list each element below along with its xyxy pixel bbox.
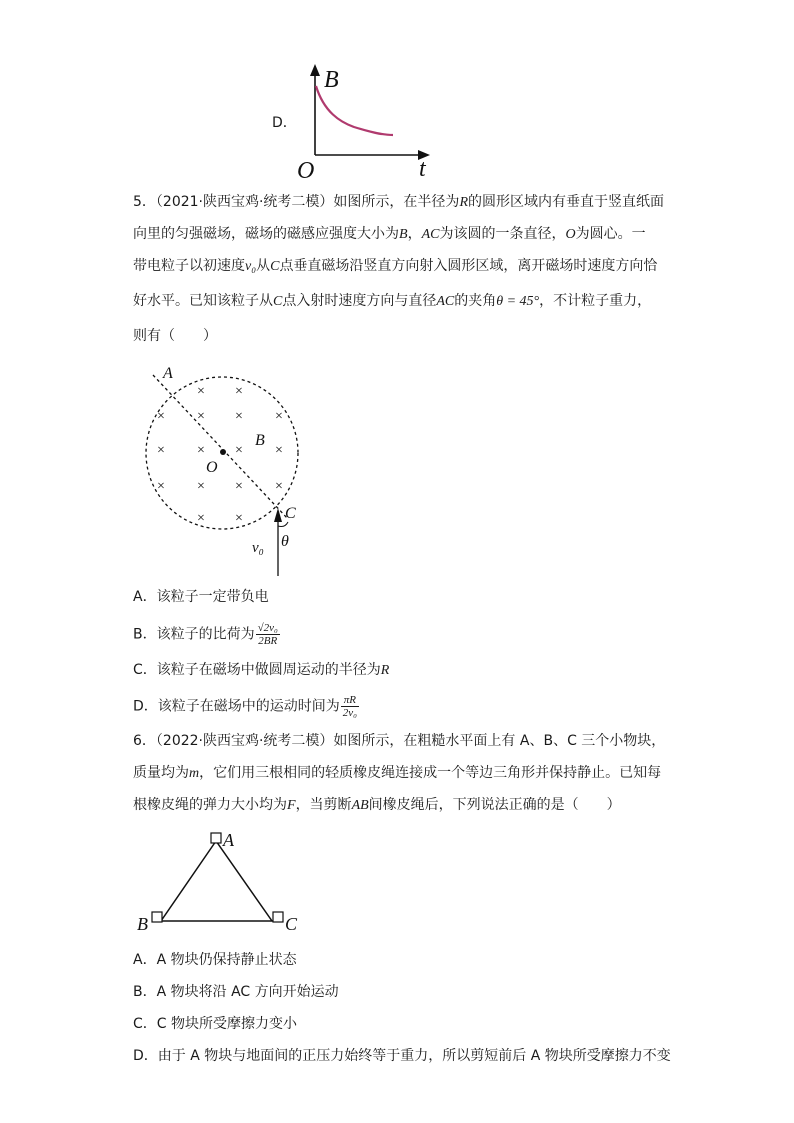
- q5-line-5: 则有（ ）: [133, 328, 217, 344]
- block-c: [273, 912, 283, 922]
- q5-line-2: 向里的匀强磁场，磁场的磁感应强度大小为B，AC为该圆的一条直径，O为圆心。一: [133, 226, 646, 242]
- cross-mark: ×: [157, 409, 165, 424]
- q5-line-4: 好水平。已知该粒子从C点入射时速度方向与直径AC的夹角θ = 45°，不计粒子重力，: [133, 293, 652, 309]
- cross-mark: ×: [157, 479, 165, 494]
- q5-line-3: 带电粒子以初速度v₀从C点垂直磁场沿竖直方向射入圆形区域，离开磁场时速度方向恰: [133, 258, 658, 274]
- q6-option-a: A．A 物块仍保持静止状态: [133, 952, 297, 968]
- q6-option-d: D．由于 A 物块与地面间的正压力始终等于重力，所以剪短前后 A 物块所受摩擦力不变: [133, 1048, 671, 1064]
- q5-option-b: B．该粒子的比荷为 $\frac{\text{√2v₀}}{2BR}$: [133, 622, 278, 647]
- q6-line-2: 质量均为m，它们用三根相同的轻质橡皮绳连接成一个等边三角形并保持静止。已知每: [133, 765, 662, 781]
- block-b: [152, 912, 162, 922]
- q5-option-a: A．该粒子一定带负电: [133, 589, 269, 605]
- q6-line-1: 6．（2022·陕西宝鸡·统考二模）如图所示，在粗糙水平面上有 A、B、C 三个小物块，: [133, 733, 666, 749]
- b-decay-curve: [316, 86, 393, 135]
- label-a: A: [163, 365, 173, 382]
- q6-triangle-figure: [135, 826, 305, 936]
- cross-mark: ×: [197, 479, 205, 494]
- label-b: B: [137, 914, 148, 934]
- cross-mark: ×: [197, 384, 205, 399]
- label-a: A: [223, 830, 234, 850]
- cross-mark: ×: [197, 409, 205, 424]
- q5-field-figure: [145, 362, 315, 580]
- q5-line-1: 5．（2021·陕西宝鸡·统考二模）如图所示，在半径为R的圆形区域内有垂直于竖直纸面: [133, 194, 664, 210]
- label-o: O: [206, 459, 218, 476]
- graph-origin-label: O: [297, 158, 315, 184]
- graph-y-label: B: [324, 67, 339, 93]
- center-dot: [220, 449, 226, 455]
- cross-mark: ×: [275, 443, 283, 458]
- cross-mark: ×: [275, 409, 283, 424]
- cross-mark: ×: [157, 443, 165, 458]
- theta-arc: [278, 522, 288, 527]
- cross-mark: ×: [235, 443, 243, 458]
- label-c: C: [285, 914, 298, 934]
- cross-mark: ×: [197, 443, 205, 458]
- b-t-graph: [292, 60, 442, 185]
- cross-mark: ×: [275, 479, 283, 494]
- cross-mark: ×: [235, 511, 243, 526]
- label-v0: v₀: [252, 540, 264, 556]
- q5-option-d: D．该粒子在磁场中的运动时间为 $\frac{\pi R}{\text{2v₀}}$: [133, 694, 357, 719]
- cross-mark: ×: [235, 384, 243, 399]
- triangle-abc: [161, 841, 272, 921]
- option-d-label: D．: [272, 115, 297, 131]
- graph-x-label: t: [419, 156, 426, 182]
- q5-option-b-fraction: $\frac{\text{√2v₀}}{2BR}$: [257, 622, 278, 647]
- q6-line-3: 根橡皮绳的弹力大小均为F，当剪断AB间橡皮绳后，下列说法正确的是（ ）: [133, 797, 621, 813]
- label-c: C: [285, 505, 296, 522]
- q5-option-c: C．该粒子在磁场中做圆周运动的半径为R: [133, 662, 390, 678]
- q5-option-d-fraction: $\frac{\pi R}{\text{2v₀}}$: [342, 694, 357, 719]
- label-b: B: [255, 432, 265, 449]
- block-a: [211, 833, 221, 843]
- diameter-ac: [153, 375, 288, 519]
- cross-mark: ×: [197, 511, 205, 526]
- y-axis-arrow: [310, 64, 320, 76]
- velocity-arrow: [274, 508, 282, 522]
- label-theta: θ: [281, 533, 289, 550]
- cross-mark: ×: [235, 479, 243, 494]
- q6-option-c: C．C 物块所受摩擦力变小: [133, 1016, 298, 1032]
- cross-mark: ×: [235, 409, 243, 424]
- q6-option-b: B．A 物块将沿 AC 方向开始运动: [133, 984, 339, 1000]
